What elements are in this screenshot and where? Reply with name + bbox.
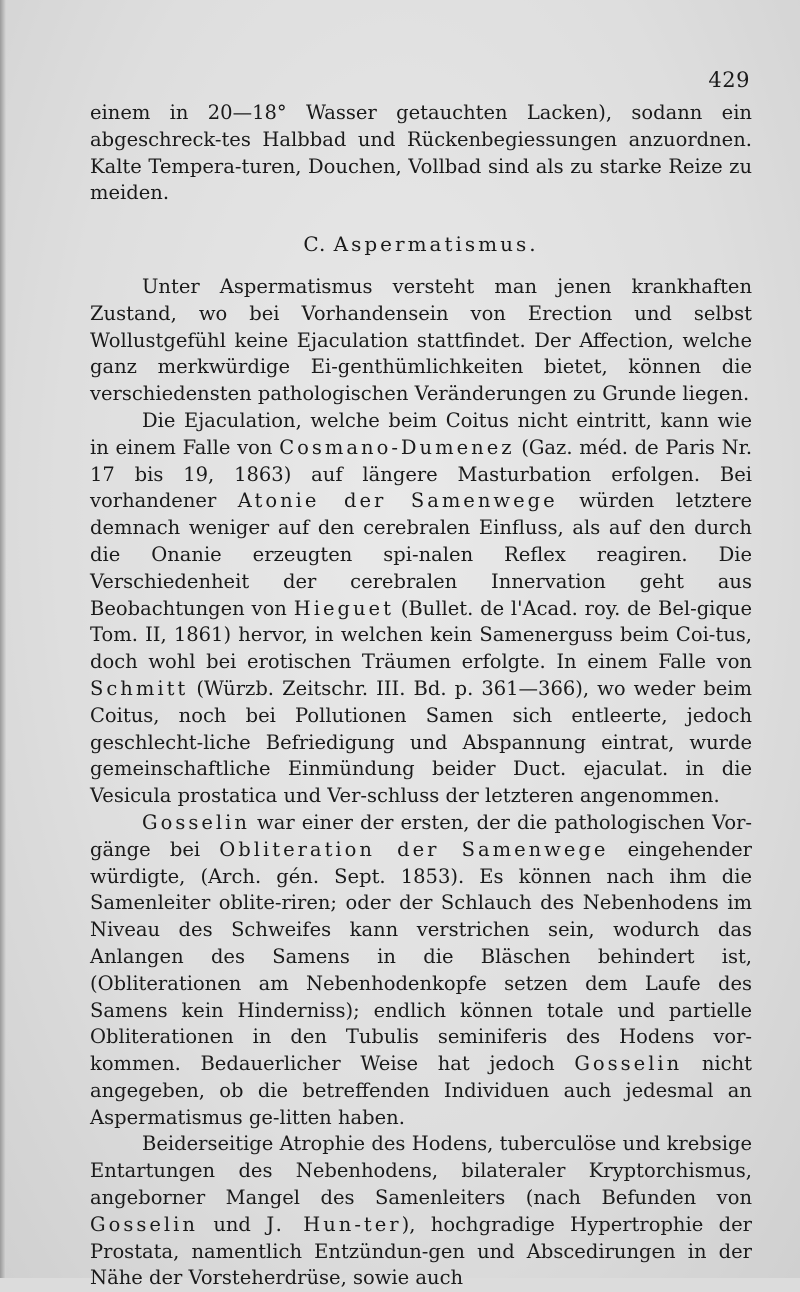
paragraph-2 <box>90 408 752 810</box>
paragraph-3-text-3: nicht angegeben, ob die betreffenden Individuen auch jedesmal an Aspermatismus ge-litten haben. <box>90 1052 752 1129</box>
section-title: Aspermatismus. <box>333 232 539 257</box>
paragraph-4 <box>90 1131 752 1292</box>
page-edge-shadow <box>0 0 6 1278</box>
section-letter: C. <box>303 232 327 257</box>
intro-paragraph: einem in 20—18° Wasser getauchten Lacken), sodann ein abgeschreck-tes Halbbad und Rückenbegiessungen anzuordnen. Kalte Tempera-turen, Douchen, Vollbad sind als zu starke Reize zu meiden. <box>90 101 752 205</box>
author-name: Schmitt <box>90 676 189 700</box>
paragraph-2-text-1: Die Ejaculation, welche beim Coitus nicht eintritt, kann wie in einem Falle von <box>90 408 752 459</box>
author-name: Cosmano-Dumenez <box>279 435 515 459</box>
paragraph-2-text-3: würden letztere demnach weniger auf den cerebralen Einfluss, als auf den durch die Onanie erzeugten spi-nalen Reflex reagiren. Die Verschiedenheit der cerebralen Innervation geht aus Beobachtungen von <box>90 489 753 620</box>
paragraph-3-text-2: eingehender würdigte, (Arch. gén. Sept. 1853). Es können nach ihm die Samenleiter oblite-riren; oder der Schlauch des Nebenhodens im Niveau des Schweifes kann verstrichen sein, wodurch das Anlangen des Samens in die Bläschen behindert ist, (Obliterationen am Nebenhodenkopfe setzen dem Laufe des Samens kein Hinderniss); endlich können totale und partielle Obliterationen in den Tubulis seminiferis des Hodens vor-kommen. Bedauerlicher Weise hat jedoch <box>90 837 752 1076</box>
author-name: J. Hun-ter <box>266 1212 402 1236</box>
paragraph-4-text-3: ), hochgradige Hypertrophie der Prostata, namentlich Entzündun-gen und Abscedirungen in der Nähe der Vorsteherdrüse, sowie auch <box>90 1212 753 1290</box>
author-name: Gosselin <box>142 810 250 834</box>
paragraph-3-text-1: war einer der ersten, der die pathologischen Vor-gänge bei <box>90 810 752 861</box>
emphasized-term: Atonie der Samenwege <box>237 489 558 513</box>
author-name: Hieguet <box>293 596 394 620</box>
paragraph-2-text-2: (Gaz. méd. de Paris Nr. 17 bis 19, 1863) auf längere Masturbation erfolgen. Bei vorhandener <box>90 435 753 513</box>
paragraph-4-text-1: Beiderseitige Atrophie des Hodens, tuberculöse und krebsige Entartungen des Nebenhodens, bilateraler Kryptorchismus, angeborner Mangel des Samenleiters (nach Befunden von <box>90 1132 752 1210</box>
page-body <box>90 100 752 1292</box>
emphasized-term: Obliteration der Samenwege <box>219 837 609 861</box>
page-number: 429 <box>708 68 750 92</box>
author-name: Gosselin <box>90 1212 198 1236</box>
paragraph-1: Unter Aspermatismus versteht man jenen krankhaften Zustand, wo bei Vorhandensein von Erection und selbst Wollustgefühl keine Ejaculation stattfindet. Der Affection, welche ganz merkwürdige Ei-genthümlichkeiten bietet, können die verschiedensten pathologischen Veränderungen zu Grunde liegen. <box>90 274 752 406</box>
paragraph-3 <box>90 810 752 1132</box>
paragraph-2-text-5: (Würzb. Zeitschr. III. Bd. p. 361—366), wo weder beim Coitus, noch bei Pollutionen Samen sich entleerte, jedoch geschlecht-liche Befriedigung und Abspannung eintrat, wurde gemeinschaftliche Einmündung beider Duct. ejaculat. in die Vesicula prostatica und Ver-schluss der letzteren angenommen. <box>90 676 752 808</box>
author-name: Gosselin <box>574 1052 683 1076</box>
paragraph-2-text-4: (Bullet. de l'Acad. roy. de Bel-gique Tom. II, 1861) hervor, in welchen kein Samenerguss beim Coi-tus, doch wohl bei erotischen Träumen erfolgte. In einem Falle von <box>90 596 753 674</box>
section-heading <box>90 231 752 258</box>
paragraph-4-text-2: und <box>213 1212 251 1236</box>
